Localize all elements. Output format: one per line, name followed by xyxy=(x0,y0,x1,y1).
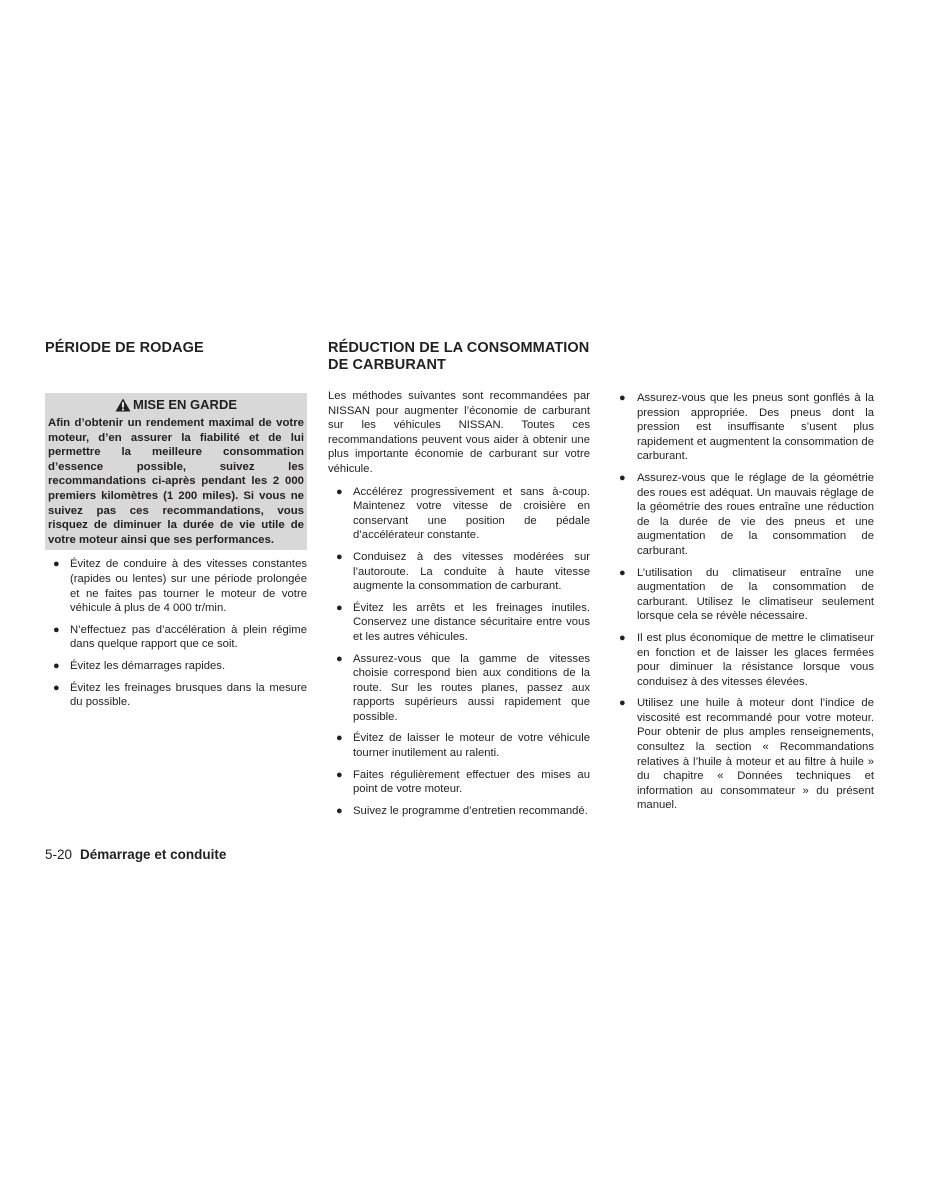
column-break-in xyxy=(45,340,307,717)
list-item: ● Évitez les arrêts et les freinages inutiles. Conservez une distance sécuritaire entre vous et les autres véhicules. xyxy=(336,601,590,643)
column-fuel-economy-continued xyxy=(619,391,874,820)
list-item: ● Évitez de laisser le moteur de votre véhicule tourner inutilement au ralenti. xyxy=(336,732,590,760)
list-item: ● Faites régulièrement effectuer des mises au point de votre moteur. xyxy=(336,768,590,796)
list-item: ● Accélérez progressivement et sans à-coup. Maintenez votre vitesse de croisière en conservant une position de pédale d’accélérateur constante. xyxy=(336,485,590,542)
warning-title xyxy=(48,397,304,413)
bullet-icon: ● xyxy=(53,681,60,694)
chapter-title: Démarrage et conduite xyxy=(80,847,227,862)
page-footer xyxy=(45,846,226,863)
fuel-economy-list-continued xyxy=(619,391,874,813)
list-item: ● N’effectuez pas d’accélération à plein régime dans quelque rapport que ce soit. xyxy=(53,623,307,651)
column-fuel-economy xyxy=(328,340,590,825)
page-number: 5-20 xyxy=(45,847,73,862)
bullet-icon: ● xyxy=(336,601,343,614)
fuel-economy-intro: Les méthodes suivantes sont recommandées par NISSAN pour augmenter l’économie de carburant sur les véhicules NISSAN. Toutes ces recommandations peuvent vous aider à obtenir une plus importante économie de carburant sur votre véhicule. xyxy=(328,390,590,475)
list-item: ● Suivez le programme d’entretien recommandé. xyxy=(336,804,588,817)
bullet-icon: ● xyxy=(53,659,60,672)
section-heading-fuel-economy: RÉDUCTION DE LA CONSOMMATION DE CARBURANT xyxy=(328,340,590,373)
bullet-icon: ● xyxy=(336,768,343,781)
bullet-icon: ● xyxy=(619,697,626,710)
list-item: ● Il est plus économique de mettre le climatiseur en fonction et de laisser les glaces fermées pour diminuer la résistance lorsque vous conduisez à des vitesses élevées. xyxy=(619,631,874,688)
bullet-icon: ● xyxy=(336,732,343,745)
list-item: ● Assurez-vous que le réglage de la géométrie des roues est adéquat. Un mauvais réglage de la géométrie des roues entraîne une réduction de la durée de vie des pneus et une augmentation de la consommation de carburant. xyxy=(619,471,874,557)
bullet-icon: ● xyxy=(336,804,343,817)
bullet-icon: ● xyxy=(53,558,60,571)
warning-text: Afin d’obtenir un rendement maximal de votre moteur, d’en assurer la fiabilité et de lui permettre la meilleure consommation d’essence possible, suivez les recommandations ci-après pendant les 2 000 premiers kilomètres (1 200 miles). Si vous ne suivez pas ces recommandations, vous risquez de diminuer la durée de vie utile de votre moteur ainsi que ses performances. xyxy=(48,417,304,546)
bullet-icon: ● xyxy=(336,652,343,665)
list-item: ● Assurez-vous que les pneus sont gonflés à la pression appropriée. Des pneus dont la pression est insuffisante s’usent plus rapidement et augmentent la consommation de carburant. xyxy=(619,392,874,463)
list-item: ● L’utilisation du climatiseur entraîne une augmentation de la consommation de carburant. Utilisez le climatiseur seulement lorsque cela se révèle nécessaire. xyxy=(619,566,874,623)
list-item: ● Conduisez à des vitesses modérées sur l’autoroute. La conduite à haute vitesse augmente la consommation de carburant. xyxy=(336,550,590,593)
list-item: ● Évitez les freinages brusques dans la mesure du possible. xyxy=(53,681,307,709)
warning-box xyxy=(45,393,307,550)
warning-title-text: MISE EN GARDE xyxy=(132,397,237,412)
list-item: ● Évitez de conduire à des vitesses constantes (rapides ou lentes) sur une période prolongée et ne faites pas tourner le moteur de votre véhicule à plus de 4 000 tr/min. xyxy=(53,558,307,615)
bullet-icon: ● xyxy=(619,566,626,579)
list-item: ● Assurez-vous que la gamme de vitesses choisie correspond bien aux conditions de la route. Sur les routes planes, passez aux rapports supérieurs aussi rapidement que possible. xyxy=(336,652,590,723)
break-in-list xyxy=(45,557,307,709)
list-item: ● Évitez les démarrages rapides. xyxy=(53,659,226,672)
bullet-icon: ● xyxy=(619,631,626,644)
bullet-icon: ● xyxy=(336,550,343,563)
fuel-economy-list xyxy=(328,485,590,819)
bullet-icon: ● xyxy=(336,485,343,498)
list-item: ● Utilisez une huile à moteur dont l’indice de viscosité est recommandé pour votre moteur. Pour obtenir de plus amples renseignements, consultez la section « Recommandations relatives à l’huile à moteur et au filtre à huile » du chapitre « Données techniques et information au consommateur » du présent manuel. xyxy=(619,697,874,812)
bullet-icon: ● xyxy=(619,392,626,404)
warning-triangle-icon xyxy=(115,398,131,412)
bullet-icon: ● xyxy=(619,471,626,484)
section-heading-break-in: PÉRIODE DE RODAGE xyxy=(45,340,204,356)
bullet-icon: ● xyxy=(53,623,60,636)
